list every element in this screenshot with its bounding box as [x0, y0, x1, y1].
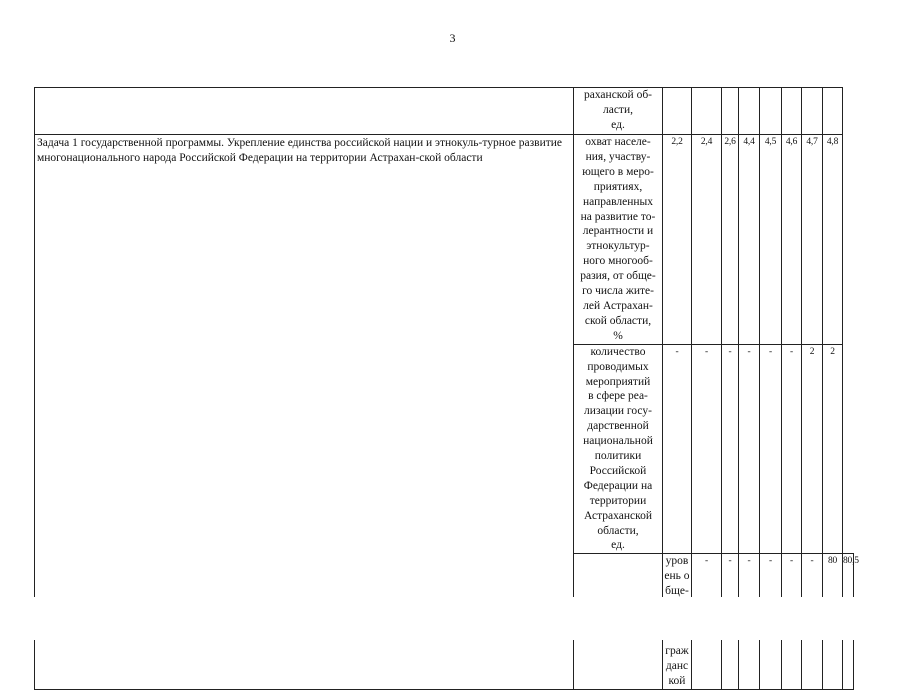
value-cell: 2,6: [722, 135, 739, 345]
indicator-cell: количество проводимых мероприятий в сфере реа- лизации госу- дарственной национальной политики Российской Федерации на территории Астраханской области, ед.: [574, 344, 663, 554]
value-cell: -: [692, 554, 722, 689]
table-row: [35, 135, 854, 345]
value-cell: [722, 88, 739, 135]
value-cell: 4,4: [739, 135, 760, 345]
value-cell: [782, 88, 802, 135]
value-cell: 80: [823, 554, 843, 689]
value-cell: 4,8: [823, 135, 843, 345]
task-description: Задача 1 государственной программы. Укрепление единства российской нации и этнокуль-турное развитие многонационального народа Российской Федерации на территории Астрахан-ской области: [35, 135, 574, 690]
value-cell: 4,6: [782, 135, 802, 345]
value-cell: 2: [802, 344, 823, 554]
value-cell: [663, 88, 692, 135]
value-cell: -: [782, 344, 802, 554]
value-cell: 80,5: [843, 554, 854, 689]
value-cell: -: [782, 554, 802, 689]
page-number: 3: [449, 31, 456, 45]
indicator-cell: охват населе- ния, участву- ющего в меро- приятиях, направленных на развитие то- лерантности и этнокультур- ного многооб- разия, от обще- го числа жите- лей Астрахан- ской области, %: [574, 135, 663, 345]
value-cell: [739, 88, 760, 135]
value-cell: [802, 88, 823, 135]
value-cell: [760, 88, 782, 135]
value-cell: 4,7: [802, 135, 823, 345]
value-cell: -: [663, 344, 692, 554]
value-cell: -: [692, 344, 722, 554]
value-cell: -: [739, 344, 760, 554]
value-cell: -: [722, 344, 739, 554]
value-cell: 2,4: [692, 135, 722, 345]
value-cell: -: [739, 554, 760, 689]
value-cell: -: [802, 554, 823, 689]
value-cell: 2: [823, 344, 843, 554]
value-cell: [823, 88, 843, 135]
indicator-cell: раханской об- ласти, ед.: [574, 88, 663, 135]
value-cell: -: [760, 554, 782, 689]
value-cell: 4,5: [760, 135, 782, 345]
value-cell: -: [760, 344, 782, 554]
value-cell: 2,2: [663, 135, 692, 345]
value-cell: -: [722, 554, 739, 689]
table-row: [35, 88, 854, 135]
page-bottom-mask: [34, 597, 854, 640]
empty-task-cell: [35, 88, 574, 135]
indicator-cell: уровень обще- гражданской: [663, 554, 692, 689]
value-cell: [692, 88, 722, 135]
